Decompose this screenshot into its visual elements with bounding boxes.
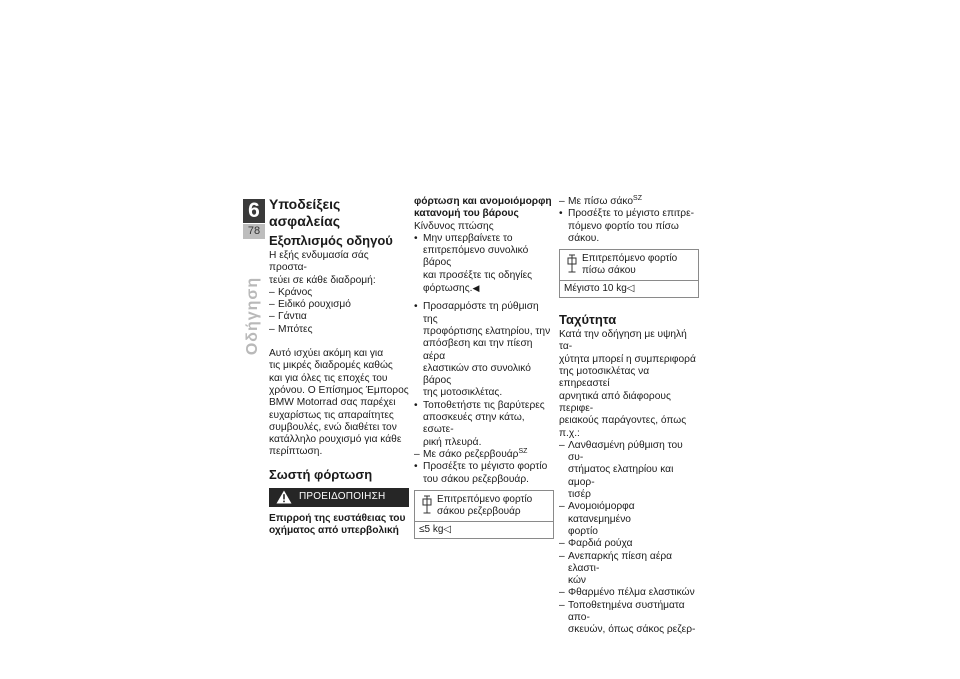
list-item: – Ανεπαρκής πίεση αέρα ελαστι- κών — [559, 550, 673, 587]
list-item: – Τοποθετημένα συστήματα απο- σκευών, όπως σάκος ρεζερ- — [559, 599, 696, 636]
list-item: – Ανομοιόμορφα κατανεμημένο φορτίο — [559, 501, 635, 537]
list-item: – Με πίσω σάκο$^{SZ}$ — [559, 195, 642, 207]
body-line: BMW Motorrad σας παρέχει — [269, 397, 396, 409]
body-line: Κατά την οδήγηση με υψηλή τα- — [559, 329, 687, 353]
intro-line: Η εξής ενδυμασία σάς προστα- — [269, 250, 369, 274]
column-1 — [269, 196, 409, 537]
warning-triangle-icon — [269, 490, 299, 504]
list-item: – Κράνος — [269, 286, 313, 298]
bullet-item: • Προσαρμόστε τη ρύθμιση της προφόρτισης ελατηρίου, την απόσβεση και την πίεση αέρα ελαστικών στο συνολικό βάρος της μοτοσικλέτας. — [414, 301, 551, 399]
danger-text: Κίνδυνος πτώσης — [414, 220, 494, 232]
body-line: κατάλληλο ρουχισμό για κάθε — [269, 434, 402, 446]
body-line: Αυτό ισχύει ακόμη και για — [269, 348, 384, 360]
bullet-item: • Προσέξτε το μέγιστο φορτίο του σάκου ρεζερβουάρ. — [414, 461, 548, 485]
spec-box-tank-bag: Επιτρεπόμενο φορτίο σάκου ρεζερβουάρ ≤5 kg◁ — [414, 490, 554, 539]
page-number: 78 — [243, 224, 265, 239]
column-3 — [559, 196, 699, 637]
chapter-title: Οδήγηση — [244, 276, 261, 356]
list-item: – Ειδικό ρουχισμό — [269, 299, 351, 311]
list-item: – Γάντια — [269, 311, 307, 323]
body-line: και για όλες τις εποχές του — [269, 372, 388, 384]
section-title: Υποδείξεις ασφαλείας — [269, 196, 341, 229]
body-line: τις μικρές διαδρομές καθώς — [269, 360, 393, 372]
end-marker-icon: ◀ — [472, 283, 480, 294]
warning-title: οχήματος από υπερβολική — [269, 525, 399, 537]
body-line: συμβουλές, ενώ διαθέτει τον — [269, 421, 397, 433]
bullet-item: • Προσέξτε το μέγιστο επιτρε- πόμενο φορτίο του πίσω σάκου. — [559, 208, 695, 244]
bullet-item: • Μην υπερβαίνετε το επιτρεπόμενο συνολικό βάρος και προσέξτε τις οδηγίες φόρτωσης.◀ — [414, 232, 533, 295]
spec-value: Μέγιστο 10 kg◁ — [560, 280, 698, 297]
subsection-rider-equipment: Εξοπλισμός οδηγού — [269, 233, 393, 248]
warning-label: ΠΡΟΕΙΔΟΠΟΙΗΣΗ — [299, 491, 386, 503]
body-line: αρνητικά από διάφορους περιφε- — [559, 390, 671, 414]
body-line: χύτητα μπορεί η συμπεριφορά — [559, 353, 696, 365]
list-item: – Λανθασμένη ρύθμιση του συ- στήματος ελατηρίου και αμορ- τισέρ — [559, 439, 683, 501]
spec-value: ≤5 kg◁ — [415, 521, 553, 538]
body-line: της μοτοσικλέτας να επηρεαστεί — [559, 366, 650, 390]
warning-title: Επιρροή της ευστάθειας του — [269, 512, 406, 524]
column-2 — [414, 196, 554, 545]
warning-title-cont: φόρτωση και ανομοιόμορφη — [414, 196, 552, 207]
subsection-speed: Ταχύτητα — [559, 312, 617, 328]
subsection-correct-loading: Σωστή φόρτωση — [269, 466, 373, 482]
list-item: – Φαρδιά ρούχα — [559, 538, 633, 550]
chapter-number: 6 — [243, 199, 265, 223]
bullet-item: • Τοποθετήστε τις βαρύτερες αποσκευές στην κάτω, εσωτε- ρική πλευρά. — [414, 399, 545, 448]
body-line: ρειακούς παράγοντες, όπως π.χ.: — [559, 415, 687, 439]
body-line: χρόνου. Ο Επίσημος Έμπορος — [269, 384, 409, 396]
list-item: – Μπότες — [269, 323, 313, 335]
luggage-weight-icon — [562, 253, 582, 277]
list-item: – Με σάκο ρεζερβουάρ$^{SZ}$ — [414, 447, 528, 460]
body-line: ευχαρίστως τις απαραίτητες — [269, 409, 394, 421]
body-line: περίπτωση. — [269, 446, 323, 458]
list-item: – Φθαρμένο πέλμα ελαστικών — [559, 587, 695, 599]
warning-title-cont: κατανομή του βάρους — [414, 208, 519, 220]
intro-line: τεύει σε κάθε διαδρομή: — [269, 274, 376, 286]
warning-banner — [269, 488, 409, 507]
luggage-weight-icon — [417, 494, 437, 518]
spec-box-rear-bag: Επιτρεπόμενο φορτίο πίσω σάκου Μέγιστο 10 kg◁ — [559, 249, 699, 298]
